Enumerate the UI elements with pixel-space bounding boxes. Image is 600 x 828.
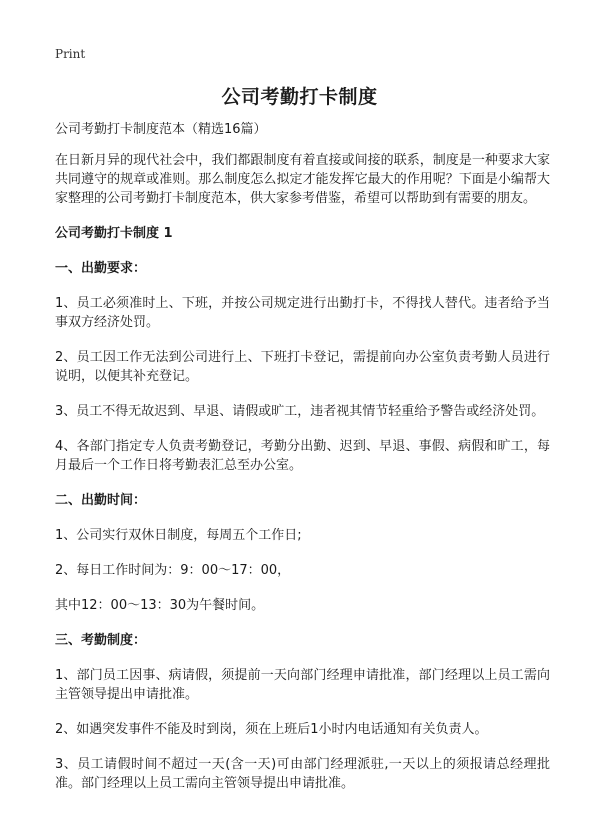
list-item: 1、员工必须准时上、下班，并按公司规定进行出勤打卡，不得找人替代。违者给予当事双方经济处罚。 <box>55 296 550 330</box>
subsection-heading-attendance-rules: 三、考勤制度： <box>55 633 147 648</box>
intro-paragraph: 在日新月异的现代社会中，我们都跟制度有着直接或间接的联系，制度是一种要求大家共同遵守的规章或准则。那么制度怎么拟定才能发挥它最大的作用呢？下面是小编帮大家整理的公司考勤打卡制度范本，供大家参考借鉴，希望可以帮助到有需要的朋友。 <box>55 153 550 206</box>
list-item: 4、各部门指定专人负责考勤登记，考勤分出勤、迟到、早退、事假、病假和旷工，每月最后一个工作日将考勤表汇总至办公室。 <box>55 439 550 473</box>
section-heading: 公司考勤打卡制度 1 <box>55 226 173 241</box>
list-item: 其中12：00～13：30为午餐时间。 <box>55 598 265 613</box>
list-item: 3、员工不得无故迟到、早退、请假或旷工，违者视其情节轻重给予警告或经济处罚。 <box>55 404 545 419</box>
document-title: 公司考勤打卡制度 <box>221 86 378 108</box>
document-subtitle: 公司考勤打卡制度范本（精选16篇） <box>55 122 267 137</box>
subsection-heading-attendance-requirements: 一、出勤要求： <box>55 261 147 276</box>
list-item: 3、员工请假时间不超过一天(含一天)可由部门经理派驻,一天以上的须报请总经理批准。部门经理以上员工需向主管领导提出申请批准。 <box>55 757 550 791</box>
print-link[interactable]: Print <box>55 47 86 61</box>
list-item: 2、每日工作时间为：9：00～17：00， <box>55 563 291 578</box>
document-body <box>55 120 550 809</box>
subsection-heading-attendance-time: 二、出勤时间： <box>55 493 147 508</box>
list-item: 1、部门员工因事、病请假，须提前一天向部门经理申请批准，部门经理以上员工需向主管领导提出申请批准。 <box>55 668 550 702</box>
list-item: 2、员工因工作无法到公司进行上、下班打卡登记，需提前向办公室负责考勤人员进行说明，以便其补充登记。 <box>55 350 550 384</box>
list-item: 1、公司实行双休日制度，每周五个工作日; <box>55 528 302 543</box>
list-item: 2、如遇突发事件不能及时到岗，须在上班后1小时内电话通知有关负责人。 <box>55 722 488 737</box>
